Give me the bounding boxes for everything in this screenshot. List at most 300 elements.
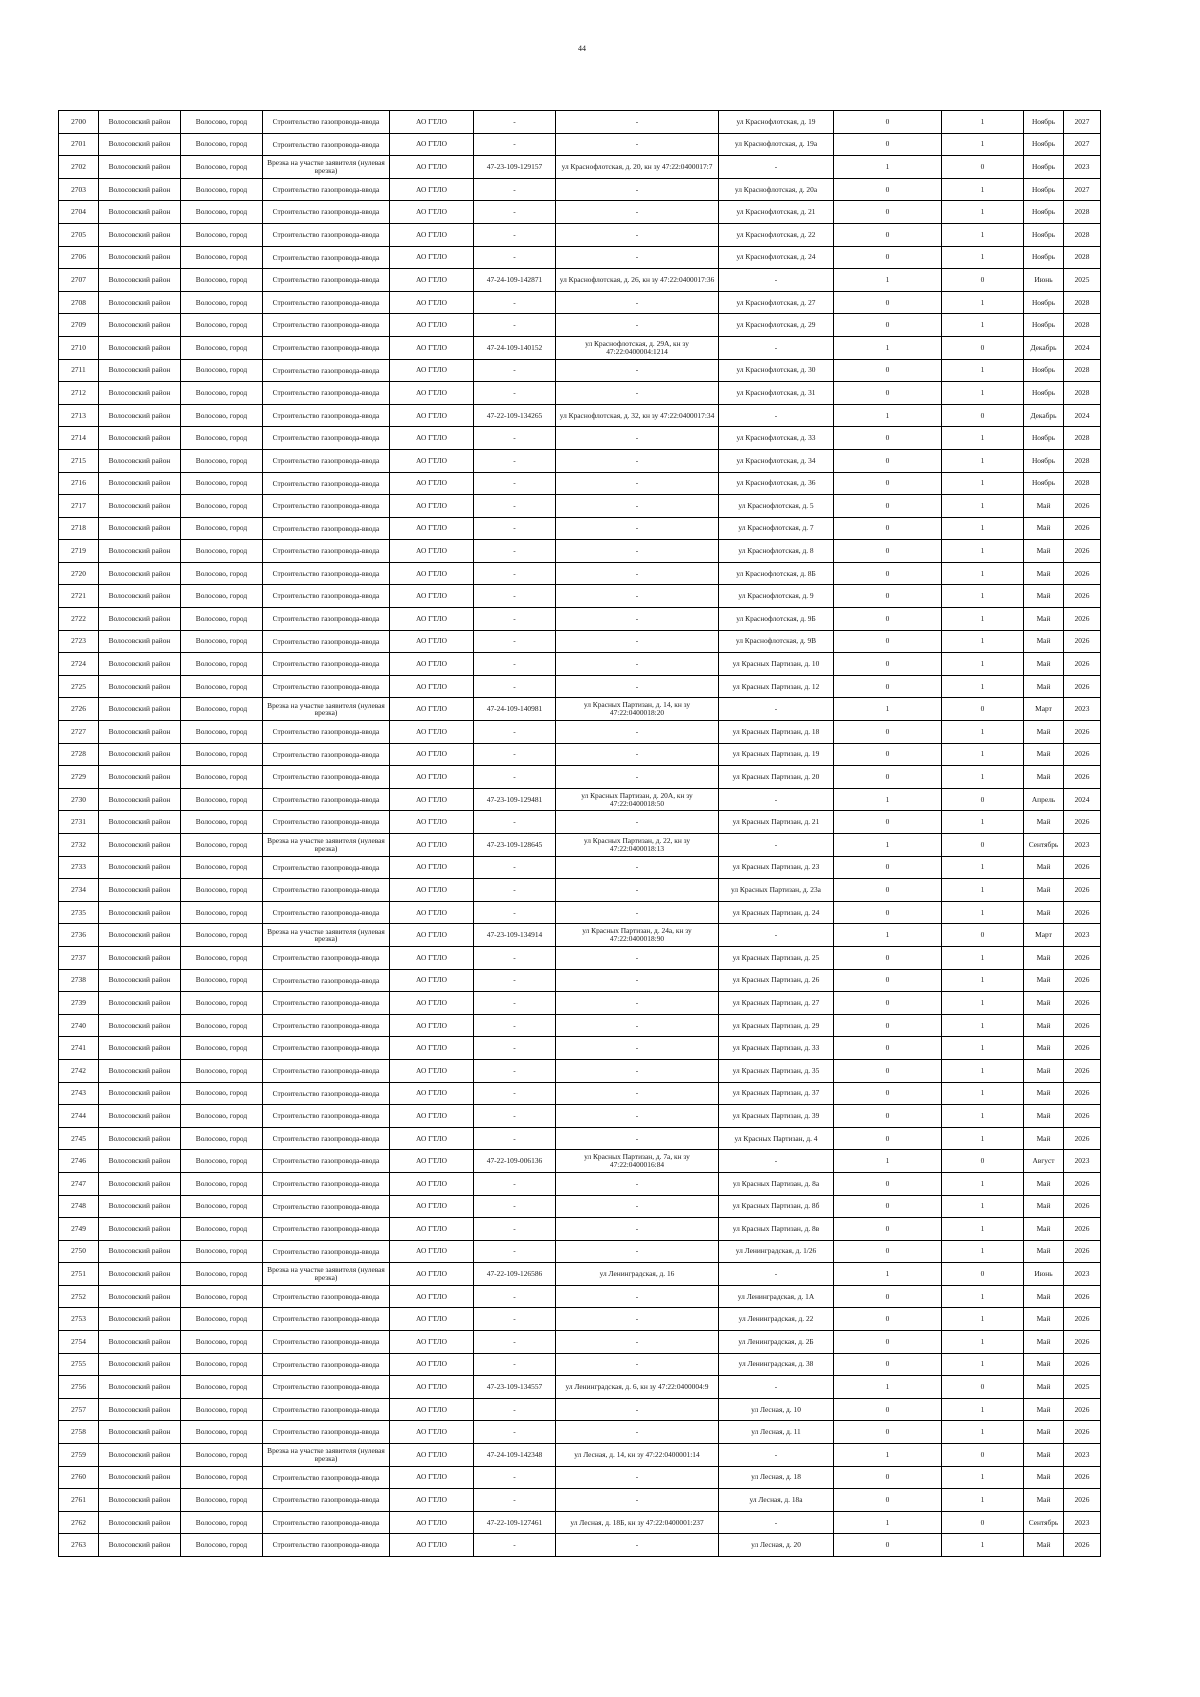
application-number-cell: - — [474, 856, 556, 879]
year-cell: 2026 — [1064, 721, 1101, 744]
work-type-cell: Строительство газопровода-ввода — [263, 133, 390, 156]
district-cell: Волосовский район — [99, 969, 181, 992]
count-planned-cell: 1 — [942, 630, 1024, 653]
row-number: 2715 — [59, 449, 99, 472]
work-type-cell: Строительство газопровода-ввода — [263, 427, 390, 450]
month-cell: Март — [1024, 698, 1064, 721]
work-type-cell: Строительство газопровода-ввода — [263, 1240, 390, 1263]
land-plot-cell: - — [556, 540, 719, 563]
table-row — [59, 133, 1101, 156]
land-plot-cell: - — [556, 1331, 719, 1354]
count-applicant-cell: 0 — [834, 721, 942, 744]
year-cell: 2026 — [1064, 946, 1101, 969]
work-type-cell: Строительство газопровода-ввода — [263, 1172, 390, 1195]
work-type-cell: Строительство газопровода-ввода — [263, 540, 390, 563]
land-plot-cell: - — [556, 1059, 719, 1082]
land-plot-cell: - — [556, 314, 719, 337]
count-planned-cell: 1 — [942, 1398, 1024, 1421]
count-planned-cell: 1 — [942, 811, 1024, 834]
organization-cell: АО ГТЛО — [390, 653, 474, 676]
settlement-cell: Волосово, город — [181, 608, 263, 631]
organization-cell: АО ГТЛО — [390, 246, 474, 269]
month-cell: Май — [1024, 1466, 1064, 1489]
count-applicant-cell: 1 — [834, 1376, 942, 1399]
district-cell: Волосовский район — [99, 1037, 181, 1060]
work-type-cell: Строительство газопровода-ввода — [263, 1353, 390, 1376]
settlement-cell: Волосово, город — [181, 156, 263, 179]
organization-cell: АО ГТЛО — [390, 1172, 474, 1195]
row-number: 2736 — [59, 924, 99, 947]
work-type-cell: Строительство газопровода-ввода — [263, 359, 390, 382]
count-planned-cell: 1 — [942, 653, 1024, 676]
organization-cell: АО ГТЛО — [390, 766, 474, 789]
district-cell: Волосовский район — [99, 246, 181, 269]
application-number-cell: - — [474, 585, 556, 608]
count-applicant-cell: 0 — [834, 1127, 942, 1150]
application-number-cell: - — [474, 1421, 556, 1444]
organization-cell: АО ГТЛО — [390, 472, 474, 495]
count-applicant-cell: 1 — [834, 1511, 942, 1534]
land-plot-cell: ул Красных Партизан, д. 20А, кн зу 47:22:0400018:50 — [556, 788, 719, 811]
count-applicant-cell: 0 — [834, 856, 942, 879]
application-number-cell: - — [474, 178, 556, 201]
row-number: 2748 — [59, 1195, 99, 1218]
address-cell: ул Краснофлотская, д. 24 — [719, 246, 834, 269]
month-cell: Май — [1024, 879, 1064, 902]
settlement-cell: Волосово, город — [181, 223, 263, 246]
application-number-cell: - — [474, 946, 556, 969]
count-applicant-cell: 1 — [834, 834, 942, 857]
organization-cell: АО ГТЛО — [390, 427, 474, 450]
application-number-cell: 47-22-109-006136 — [474, 1150, 556, 1173]
row-number: 2726 — [59, 698, 99, 721]
month-cell: Май — [1024, 1127, 1064, 1150]
count-applicant-cell: 0 — [834, 540, 942, 563]
settlement-cell: Волосово, город — [181, 1308, 263, 1331]
address-cell: - — [719, 1376, 834, 1399]
organization-cell: АО ГТЛО — [390, 1105, 474, 1128]
year-cell: 2026 — [1064, 901, 1101, 924]
district-cell: Волосовский район — [99, 404, 181, 427]
year-cell: 2026 — [1064, 856, 1101, 879]
application-number-cell: - — [474, 495, 556, 518]
row-number: 2738 — [59, 969, 99, 992]
row-number: 2747 — [59, 1172, 99, 1195]
district-cell: Волосовский район — [99, 472, 181, 495]
year-cell: 2026 — [1064, 1082, 1101, 1105]
application-number-cell: 47-24-109-142348 — [474, 1444, 556, 1467]
year-cell: 2026 — [1064, 1534, 1101, 1557]
organization-cell: АО ГТЛО — [390, 156, 474, 179]
row-number: 2704 — [59, 201, 99, 224]
month-cell: Май — [1024, 901, 1064, 924]
year-cell: 2026 — [1064, 1285, 1101, 1308]
work-type-cell: Строительство газопровода-ввода — [263, 946, 390, 969]
district-cell: Волосовский район — [99, 1353, 181, 1376]
district-cell: Волосовский район — [99, 1444, 181, 1467]
row-number: 2743 — [59, 1082, 99, 1105]
count-planned-cell: 1 — [942, 1308, 1024, 1331]
address-cell: ул Красных Партизан, д. 35 — [719, 1059, 834, 1082]
table-row — [59, 856, 1101, 879]
work-type-cell: Строительство газопровода-ввода — [263, 1331, 390, 1354]
count-planned-cell: 1 — [942, 1195, 1024, 1218]
count-applicant-cell: 0 — [834, 359, 942, 382]
count-applicant-cell: 0 — [834, 178, 942, 201]
count-applicant-cell: 1 — [834, 1444, 942, 1467]
work-type-cell: Строительство газопровода-ввода — [263, 653, 390, 676]
row-number: 2737 — [59, 946, 99, 969]
row-number: 2723 — [59, 630, 99, 653]
count-planned-cell: 1 — [942, 1421, 1024, 1444]
row-number: 2717 — [59, 495, 99, 518]
table-row — [59, 540, 1101, 563]
application-number-cell: - — [474, 1218, 556, 1241]
work-type-cell: Строительство газопровода-ввода — [263, 449, 390, 472]
month-cell: Ноябрь — [1024, 178, 1064, 201]
land-plot-cell: - — [556, 201, 719, 224]
settlement-cell: Волосово, город — [181, 1218, 263, 1241]
count-planned-cell: 0 — [942, 1376, 1024, 1399]
address-cell: ул Краснофлотская, д. 29 — [719, 314, 834, 337]
table-row — [59, 992, 1101, 1015]
district-cell: Волосовский район — [99, 1082, 181, 1105]
count-applicant-cell: 1 — [834, 1263, 942, 1286]
month-cell: Май — [1024, 1331, 1064, 1354]
organization-cell: АО ГТЛО — [390, 517, 474, 540]
district-cell: Волосовский район — [99, 1240, 181, 1263]
land-plot-cell: - — [556, 630, 719, 653]
work-type-cell: Врезка на участке заявителя (нулевая врезка) — [263, 924, 390, 947]
settlement-cell: Волосово, город — [181, 178, 263, 201]
land-plot-cell: - — [556, 992, 719, 1015]
application-number-cell: 47-22-109-127461 — [474, 1511, 556, 1534]
year-cell: 2026 — [1064, 495, 1101, 518]
district-cell: Волосовский район — [99, 675, 181, 698]
table-row — [59, 608, 1101, 631]
count-planned-cell: 1 — [942, 743, 1024, 766]
count-applicant-cell: 0 — [834, 1105, 942, 1128]
settlement-cell: Волосово, город — [181, 201, 263, 224]
count-applicant-cell: 0 — [834, 1353, 942, 1376]
application-number-cell: - — [474, 675, 556, 698]
month-cell: Май — [1024, 540, 1064, 563]
address-cell: ул Краснофлотская, д. 8 — [719, 540, 834, 563]
district-cell: Волосовский район — [99, 743, 181, 766]
district-cell: Волосовский район — [99, 924, 181, 947]
land-plot-cell: - — [556, 811, 719, 834]
application-number-cell: - — [474, 721, 556, 744]
count-planned-cell: 1 — [942, 1489, 1024, 1512]
table-row — [59, 834, 1101, 857]
month-cell: Май — [1024, 1059, 1064, 1082]
organization-cell: АО ГТЛО — [390, 1150, 474, 1173]
settlement-cell: Волосово, город — [181, 1195, 263, 1218]
address-cell: ул Красных Партизан, д. 20 — [719, 766, 834, 789]
address-cell: - — [719, 336, 834, 359]
month-cell: Май — [1024, 608, 1064, 631]
month-cell: Май — [1024, 517, 1064, 540]
row-number: 2741 — [59, 1037, 99, 1060]
land-plot-cell: ул Краснофлотская, д. 26, кн зу 47:22:0400017:36 — [556, 269, 719, 292]
work-type-cell: Строительство газопровода-ввода — [263, 1037, 390, 1060]
application-number-cell: - — [474, 314, 556, 337]
organization-cell: АО ГТЛО — [390, 1285, 474, 1308]
land-plot-cell: - — [556, 1172, 719, 1195]
land-plot-cell: - — [556, 721, 719, 744]
settlement-cell: Волосово, город — [181, 246, 263, 269]
year-cell: 2025 — [1064, 1376, 1101, 1399]
count-applicant-cell: 0 — [834, 1308, 942, 1331]
count-planned-cell: 1 — [942, 1059, 1024, 1082]
district-cell: Волосовский район — [99, 811, 181, 834]
year-cell: 2024 — [1064, 788, 1101, 811]
organization-cell: АО ГТЛО — [390, 223, 474, 246]
land-plot-cell: ул Красных Партизан, д. 22, кн зу 47:22:0400018:13 — [556, 834, 719, 857]
work-type-cell: Строительство газопровода-ввода — [263, 1421, 390, 1444]
district-cell: Волосовский район — [99, 156, 181, 179]
address-cell: ул Лесная, д. 18а — [719, 1489, 834, 1512]
year-cell: 2026 — [1064, 766, 1101, 789]
settlement-cell: Волосово, город — [181, 1398, 263, 1421]
month-cell: Май — [1024, 1534, 1064, 1557]
land-plot-cell: - — [556, 653, 719, 676]
table-row — [59, 517, 1101, 540]
organization-cell: АО ГТЛО — [390, 1082, 474, 1105]
settlement-cell: Волосово, город — [181, 743, 263, 766]
organization-cell: АО ГТЛО — [390, 1218, 474, 1241]
month-cell: Ноябрь — [1024, 246, 1064, 269]
application-number-cell: - — [474, 1059, 556, 1082]
table-row — [59, 1195, 1101, 1218]
row-number: 2708 — [59, 291, 99, 314]
settlement-cell: Волосово, город — [181, 969, 263, 992]
row-number: 2746 — [59, 1150, 99, 1173]
work-type-cell: Строительство газопровода-ввода — [263, 811, 390, 834]
count-applicant-cell: 1 — [834, 336, 942, 359]
month-cell: Ноябрь — [1024, 156, 1064, 179]
month-cell: Май — [1024, 585, 1064, 608]
application-number-cell: - — [474, 472, 556, 495]
application-number-cell: - — [474, 1127, 556, 1150]
land-plot-cell: - — [556, 1195, 719, 1218]
settlement-cell: Волосово, город — [181, 901, 263, 924]
settlement-cell: Волосово, город — [181, 472, 263, 495]
work-type-cell: Строительство газопровода-ввода — [263, 382, 390, 405]
address-cell: ул Красных Партизан, д. 18 — [719, 721, 834, 744]
row-number: 2754 — [59, 1331, 99, 1354]
count-planned-cell: 1 — [942, 178, 1024, 201]
settlement-cell: Волосово, город — [181, 404, 263, 427]
year-cell: 2023 — [1064, 1511, 1101, 1534]
month-cell: Август — [1024, 1150, 1064, 1173]
application-number-cell: - — [474, 1308, 556, 1331]
district-cell: Волосовский район — [99, 517, 181, 540]
year-cell: 2026 — [1064, 879, 1101, 902]
count-planned-cell: 1 — [942, 1014, 1024, 1037]
table-row — [59, 1014, 1101, 1037]
year-cell: 2023 — [1064, 698, 1101, 721]
address-cell: ул Краснофлотская, д. 20а — [719, 178, 834, 201]
district-cell: Волосовский район — [99, 562, 181, 585]
address-cell: ул Краснофлотская, д. 7 — [719, 517, 834, 540]
year-cell: 2028 — [1064, 201, 1101, 224]
settlement-cell: Волосово, город — [181, 1285, 263, 1308]
organization-cell: АО ГТЛО — [390, 1059, 474, 1082]
count-applicant-cell: 1 — [834, 269, 942, 292]
row-number: 2709 — [59, 314, 99, 337]
work-type-cell: Строительство газопровода-ввода — [263, 992, 390, 1015]
district-cell: Волосовский район — [99, 359, 181, 382]
year-cell: 2026 — [1064, 992, 1101, 1015]
count-applicant-cell: 0 — [834, 630, 942, 653]
year-cell: 2023 — [1064, 834, 1101, 857]
count-applicant-cell: 0 — [834, 133, 942, 156]
district-cell: Волосовский район — [99, 721, 181, 744]
year-cell: 2023 — [1064, 156, 1101, 179]
settlement-cell: Волосово, город — [181, 562, 263, 585]
organization-cell: АО ГТЛО — [390, 1466, 474, 1489]
organization-cell: АО ГТЛО — [390, 675, 474, 698]
row-number: 2701 — [59, 133, 99, 156]
land-plot-cell: - — [556, 178, 719, 201]
count-planned-cell: 1 — [942, 1037, 1024, 1060]
land-plot-cell: ул Лесная, д. 14, кн зу 47:22:0400001:14 — [556, 1444, 719, 1467]
table-row — [59, 630, 1101, 653]
application-number-cell: - — [474, 246, 556, 269]
row-number: 2724 — [59, 653, 99, 676]
month-cell: Сентябрь — [1024, 1511, 1064, 1534]
organization-cell: АО ГТЛО — [390, 856, 474, 879]
land-plot-cell: - — [556, 1014, 719, 1037]
organization-cell: АО ГТЛО — [390, 111, 474, 134]
address-cell: ул Краснофлотская, д. 34 — [719, 449, 834, 472]
work-type-cell: Строительство газопровода-ввода — [263, 1285, 390, 1308]
district-cell: Волосовский район — [99, 427, 181, 450]
count-planned-cell: 1 — [942, 1331, 1024, 1354]
month-cell: Апрель — [1024, 788, 1064, 811]
work-type-cell: Строительство газопровода-ввода — [263, 1218, 390, 1241]
year-cell: 2024 — [1064, 404, 1101, 427]
count-planned-cell: 0 — [942, 156, 1024, 179]
count-applicant-cell: 0 — [834, 1037, 942, 1060]
year-cell: 2027 — [1064, 133, 1101, 156]
month-cell: Май — [1024, 1195, 1064, 1218]
land-plot-cell: - — [556, 382, 719, 405]
work-type-cell: Строительство газопровода-ввода — [263, 178, 390, 201]
year-cell: 2026 — [1064, 1489, 1101, 1512]
count-planned-cell: 1 — [942, 246, 1024, 269]
table-row — [59, 223, 1101, 246]
organization-cell: АО ГТЛО — [390, 585, 474, 608]
address-cell: - — [719, 1511, 834, 1534]
settlement-cell: Волосово, город — [181, 1444, 263, 1467]
year-cell: 2027 — [1064, 178, 1101, 201]
land-plot-cell: - — [556, 246, 719, 269]
application-number-cell: - — [474, 901, 556, 924]
application-number-cell: 47-24-109-142871 — [474, 269, 556, 292]
count-applicant-cell: 0 — [834, 291, 942, 314]
land-plot-cell: - — [556, 111, 719, 134]
table-row — [59, 1308, 1101, 1331]
district-cell: Волосовский район — [99, 856, 181, 879]
district-cell: Волосовский район — [99, 1285, 181, 1308]
settlement-cell: Волосово, город — [181, 1466, 263, 1489]
settlement-cell: Волосово, город — [181, 1489, 263, 1512]
table-row — [59, 1511, 1101, 1534]
month-cell: Ноябрь — [1024, 314, 1064, 337]
row-number: 2711 — [59, 359, 99, 382]
row-number: 2749 — [59, 1218, 99, 1241]
settlement-cell: Волосово, город — [181, 1150, 263, 1173]
count-planned-cell: 1 — [942, 540, 1024, 563]
count-applicant-cell: 0 — [834, 427, 942, 450]
row-number: 2751 — [59, 1263, 99, 1286]
year-cell: 2023 — [1064, 1263, 1101, 1286]
row-number: 2752 — [59, 1285, 99, 1308]
year-cell: 2026 — [1064, 1466, 1101, 1489]
month-cell: Май — [1024, 1285, 1064, 1308]
table-row — [59, 1376, 1101, 1399]
work-type-cell: Строительство газопровода-ввода — [263, 223, 390, 246]
year-cell: 2023 — [1064, 1444, 1101, 1467]
table-row — [59, 1105, 1101, 1128]
table-row — [59, 1082, 1101, 1105]
land-plot-cell: - — [556, 291, 719, 314]
address-cell: ул Лесная, д. 10 — [719, 1398, 834, 1421]
land-plot-cell: - — [556, 1127, 719, 1150]
land-plot-cell: - — [556, 495, 719, 518]
organization-cell: АО ГТЛО — [390, 698, 474, 721]
row-number: 2722 — [59, 608, 99, 631]
count-applicant-cell: 0 — [834, 246, 942, 269]
district-cell: Волосовский район — [99, 1308, 181, 1331]
count-planned-cell: 0 — [942, 404, 1024, 427]
land-plot-cell: ул Красных Партизан, д. 24а, кн зу 47:22:0400018:90 — [556, 924, 719, 947]
month-cell: Май — [1024, 946, 1064, 969]
land-plot-cell: - — [556, 133, 719, 156]
work-type-cell: Строительство газопровода-ввода — [263, 766, 390, 789]
application-number-cell: - — [474, 427, 556, 450]
count-applicant-cell: 0 — [834, 1331, 942, 1354]
land-plot-cell: - — [556, 1082, 719, 1105]
month-cell: Ноябрь — [1024, 427, 1064, 450]
address-cell: - — [719, 1444, 834, 1467]
month-cell: Май — [1024, 1353, 1064, 1376]
address-cell: ул Лесная, д. 20 — [719, 1534, 834, 1557]
work-type-cell: Строительство газопровода-ввода — [263, 1195, 390, 1218]
count-planned-cell: 1 — [942, 223, 1024, 246]
table-row — [59, 901, 1101, 924]
month-cell: Май — [1024, 992, 1064, 1015]
page-number: 44 — [578, 44, 586, 53]
organization-cell: АО ГТЛО — [390, 1240, 474, 1263]
work-type-cell: Строительство газопровода-ввода — [263, 788, 390, 811]
work-type-cell: Строительство газопровода-ввода — [263, 675, 390, 698]
work-type-cell: Строительство газопровода-ввода — [263, 879, 390, 902]
organization-cell: АО ГТЛО — [390, 924, 474, 947]
row-number: 2719 — [59, 540, 99, 563]
application-number-cell: - — [474, 1014, 556, 1037]
land-plot-cell: - — [556, 1466, 719, 1489]
land-plot-cell: - — [556, 946, 719, 969]
application-number-cell: - — [474, 992, 556, 1015]
count-applicant-cell: 0 — [834, 223, 942, 246]
row-number: 2732 — [59, 834, 99, 857]
table-row — [59, 811, 1101, 834]
application-number-cell: - — [474, 359, 556, 382]
month-cell: Май — [1024, 1444, 1064, 1467]
